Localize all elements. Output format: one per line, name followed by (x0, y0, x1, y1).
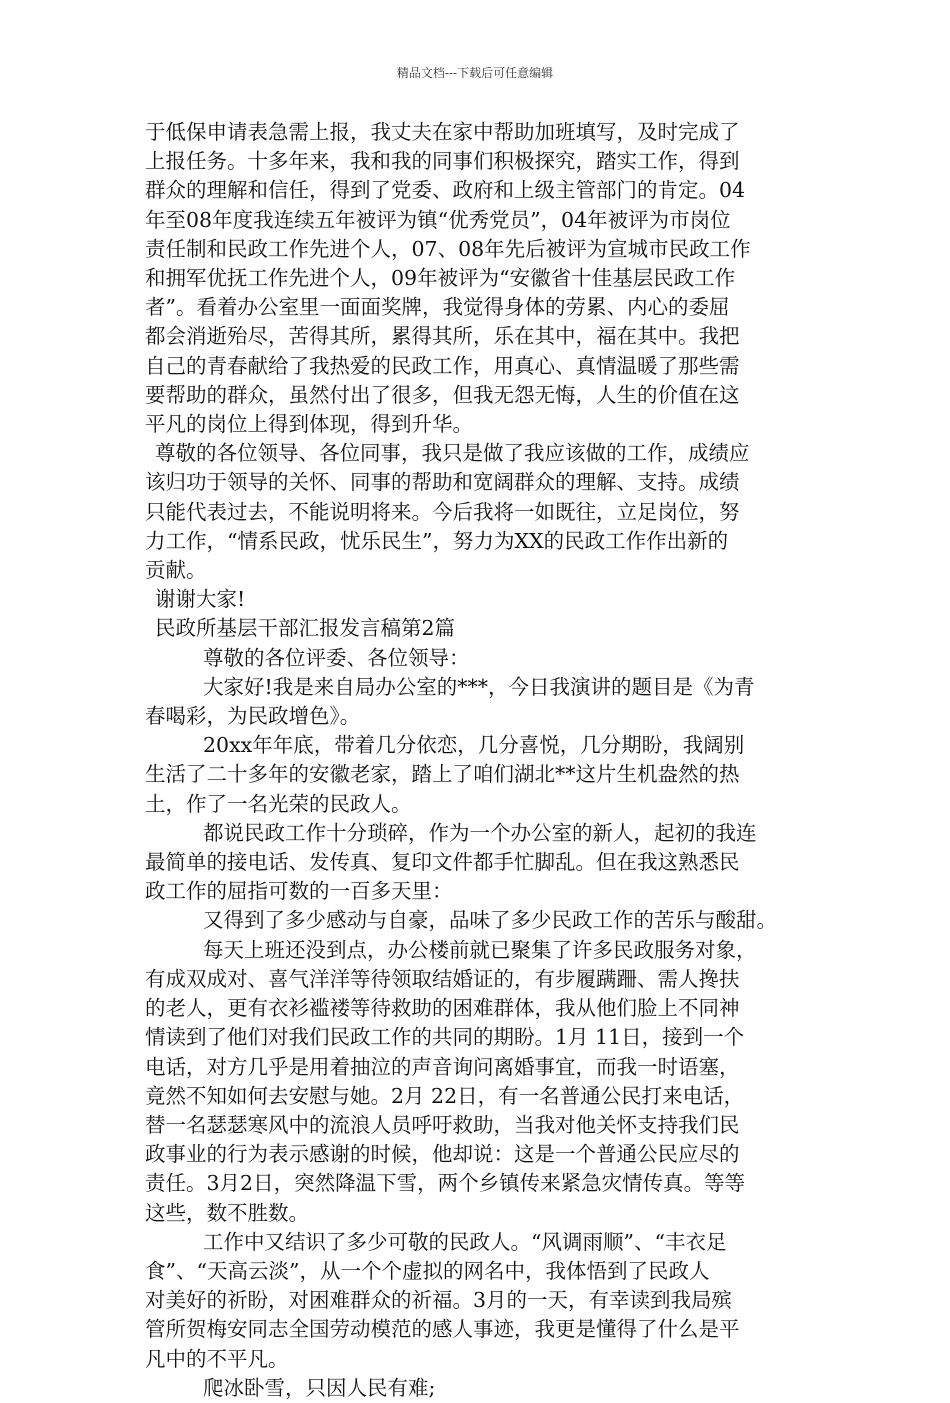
text-line: 谢谢大家! (155, 587, 246, 612)
page-header: 精品文档---下载后可任意编辑 (396, 66, 554, 80)
text-line: 贡献。 (145, 558, 207, 583)
text-line: 政工作的屈指可数的一百多天里： (145, 879, 453, 904)
text-line: 管所贺梅安同志全国劳动模范的感人事迹，我更是懂得了什么是平 (145, 1317, 740, 1342)
text-line: 竟然不知如何去安慰与她。2月 22日，有一名普通公民打来电话， (145, 1083, 745, 1108)
text-line: 情读到了他们对我们民政工作的共同的期盼。1月 11日，接到一个 (145, 1025, 745, 1050)
text-line: 工作中又结识了多少可敬的民政人。“风调雨顺”、“丰衣足 (203, 1229, 727, 1254)
text-line: 责任。3月2日，突然降温下雪，两个乡镇传来紧急灾情传真。等等 (145, 1171, 746, 1196)
text-line: 该归功于领导的关怀、同事的帮助和宽阔群众的理解、支持。成绩 (145, 470, 740, 495)
text-line: 又得到了多少感动与自豪，品味了多少民政工作的苦乐与酸甜。 (203, 908, 777, 933)
text-line: 尊敬的各位领导、各位同事，我只是做了我应该做的工作，成绩应 (155, 441, 750, 466)
text-line: 电话，对方几乎是用着抽泣的声音询问离婚事宜，而我一时语塞， (145, 1054, 740, 1079)
text-line: 都会消逝殆尽，苦得其所，累得其所，乐在其中，福在其中。我把 (145, 324, 740, 349)
text-line: 最简单的接电话、发传真、复印文件都手忙脚乱。但在我这熟悉民 (145, 850, 740, 875)
text-line: 上报任务。十多年来，我和我的同事们积极探究，踏实工作，得到 (145, 149, 740, 174)
text-line: 和拥军优抚工作先进个人，09年被评为“安徽省十佳基层民政工作 (145, 266, 736, 291)
text-line: 大家好!我是来自局办公室的***，今日我演讲的题目是《为青 (203, 674, 755, 699)
text-line: 群众的理解和信任，得到了党委、政府和上级主管部门的肯定。04 (145, 178, 746, 203)
text-line: 年至08年度我连续五年被评为镇“优秀党员”，04年被评为市岗位 (145, 207, 731, 232)
text-line: 要帮助的群众，虽然付出了很多，但我无怨无悔，人生的价值在这 (145, 382, 740, 407)
section-title: 民政所基层干部汇报发言稿第2篇 (155, 616, 456, 641)
text-line: 都说民政工作十分琐碎，作为一个办公室的新人，起初的我连 (203, 820, 757, 845)
text-line: 者”。看着办公室里一面面奖牌，我觉得身体的劳累、内心的委屈 (145, 295, 730, 320)
text-line: 的老人，更有衣衫褴褛等待救助的困难群体，我从他们脸上不同神 (145, 996, 740, 1021)
text-line: 每天上班还没到点，办公楼前就已聚集了许多民政服务对象， (203, 937, 757, 962)
text-line: 爬冰卧雪，只因人民有难; (203, 1375, 436, 1400)
text-line: 于低保申请表急需上报，我丈夫在家中帮助加班填写，及时完成了 (145, 120, 740, 144)
text-line: 力工作，“情系民政，忧乐民生”，努力为XX的民政工作作出新的 (145, 528, 729, 553)
text-line: 土，作了一名光荣的民政人。 (145, 791, 412, 816)
text-line: 自己的青春献给了我热爱的民政工作，用真心、真情温暖了那些需 (145, 353, 740, 378)
text-line: 政事业的行为表示感谢的时候，他却说：这是一个普通公民应尽的 (145, 1142, 740, 1167)
text-line: 春喝彩，为民政增色》。 (145, 704, 361, 729)
text-line: 20xx年年底，带着几分依恋，几分喜悦，几分期盼，我阔别 (203, 733, 745, 758)
text-line: 只能代表过去，不能说明将来。今后我将一如既往，立足岗位，努 (145, 499, 740, 524)
text-line: 尊敬的各位评委、各位领导： (203, 645, 470, 670)
text-line: 平凡的岗位上得到体现，得到升华。 (145, 412, 473, 437)
text-line: 凡中的不平凡。 (145, 1346, 289, 1371)
text-line: 生活了二十多年的安徽老家，踏上了咱们湖北**这片生机盎然的热 (145, 762, 740, 787)
text-line: 这些，数不胜数。 (145, 1200, 309, 1225)
text-line: 替一名瑟瑟寒风中的流浪人员呼吁救助，当我对他关怀支持我们民 (145, 1112, 740, 1137)
document-body (145, 118, 825, 1403)
text-line: 食”、“天高云淡”，从一个个虚拟的网名中，我体悟到了民政人 (145, 1258, 710, 1283)
text-line: 责任制和民政工作先进个人，07、08年先后被评为宣城市民政工作 (145, 236, 751, 261)
text-line: 对美好的祈盼，对困难群众的祈福。3月的一天，有幸读到我局殡 (145, 1288, 733, 1313)
text-line: 有成双成对、喜气洋洋等待领取结婚证的，有步履蹒跚、需人搀扶 (145, 966, 740, 991)
